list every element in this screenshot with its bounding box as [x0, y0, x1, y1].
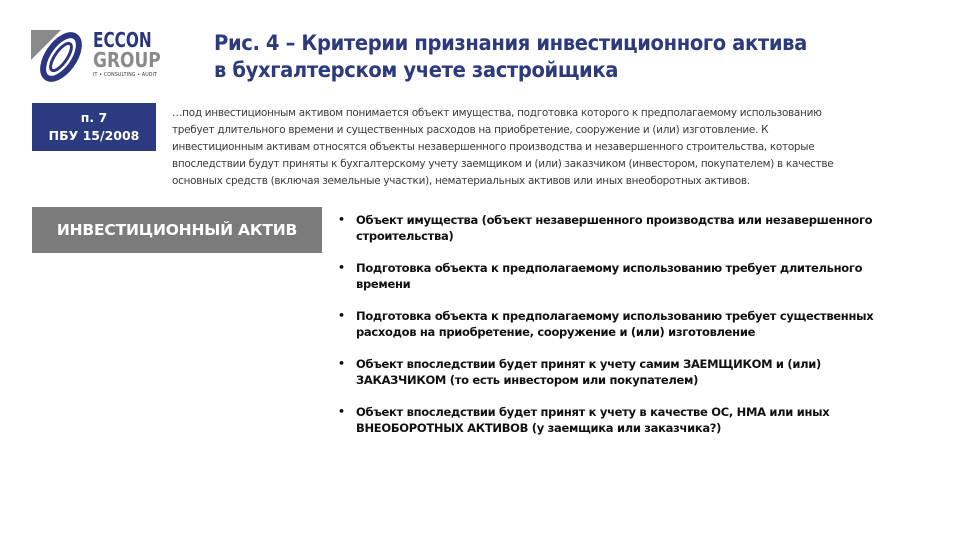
investment-asset-label: ИНВЕСТИЦИОННЫЙ АКТИВ [32, 207, 322, 253]
bullet-icon: • [338, 309, 345, 322]
title-line-1: Рис. 4 – Критерии признания инвестиционного актива [214, 31, 807, 55]
quote-line: впоследствии будут приняты к бухгалтерскому учету заемщиком и (или) заказчиком (инвестором, покупателем) в качестве [172, 157, 834, 170]
logo-swirl-icon [31, 30, 87, 82]
quote-line: …под инвестиционным активом понимается объект имущества, подготовка которого к предполагаемому использованию [172, 106, 822, 119]
criteria-item: • Подготовка объекта к предполагаемому использованию требует длительного времени [338, 261, 863, 291]
bullet-icon: • [338, 213, 345, 226]
logo-group-text: GROUP [93, 48, 161, 72]
criteria-item: • Объект впоследствии будет принят к учету самим ЗАЕМЩИКОМ и (или) ЗАКАЗЧИКОМ (то есть инвестором или покупателем) [338, 357, 821, 387]
quote-line: требует длительного времени и существенных расходов на приобретение, сооружение и (или) изготовление. К [172, 123, 769, 136]
criteria-list [338, 212, 938, 452]
quote-line: инвестиционным активам относятся объекты незавершенного производства и незавершенного строительства, которые [172, 140, 815, 153]
regulation-badge [32, 103, 156, 151]
bullet-icon: • [338, 405, 345, 418]
bullet-icon: • [338, 357, 345, 370]
page-title [214, 30, 807, 84]
quote-line: основных средств (включая земельные участки), нематериальных активов или иных внеоборотных активов. [172, 174, 750, 187]
criteria-item: • Подготовка объекта к предполагаемому использованию требует существенных расходов на приобретение, сооружение и (или) изготовление [338, 309, 874, 339]
eccon-group-logo [31, 30, 171, 82]
criteria-item: • Объект имущества (объект незавершенного производства или незавершенного строительства) [338, 213, 873, 243]
badge-standard: ПБУ 15/2008 [48, 128, 140, 143]
badge-clause: п. 7 [80, 110, 108, 125]
logo-tagline: IT • CONSULTING • AUDIT [93, 72, 158, 78]
regulation-quote [172, 104, 894, 189]
bullet-icon: • [338, 261, 345, 274]
title-line-2: в бухгалтерском учете застройщика [214, 58, 619, 82]
criteria-item: • Объект впоследствии будет принят к учету в качестве ОС, НМА или иных ВНЕОБОРОТНЫХ АКТИВОВ (у заемщика или заказчика?) [338, 405, 830, 435]
logo-eccon-text: ECCON [93, 28, 152, 52]
